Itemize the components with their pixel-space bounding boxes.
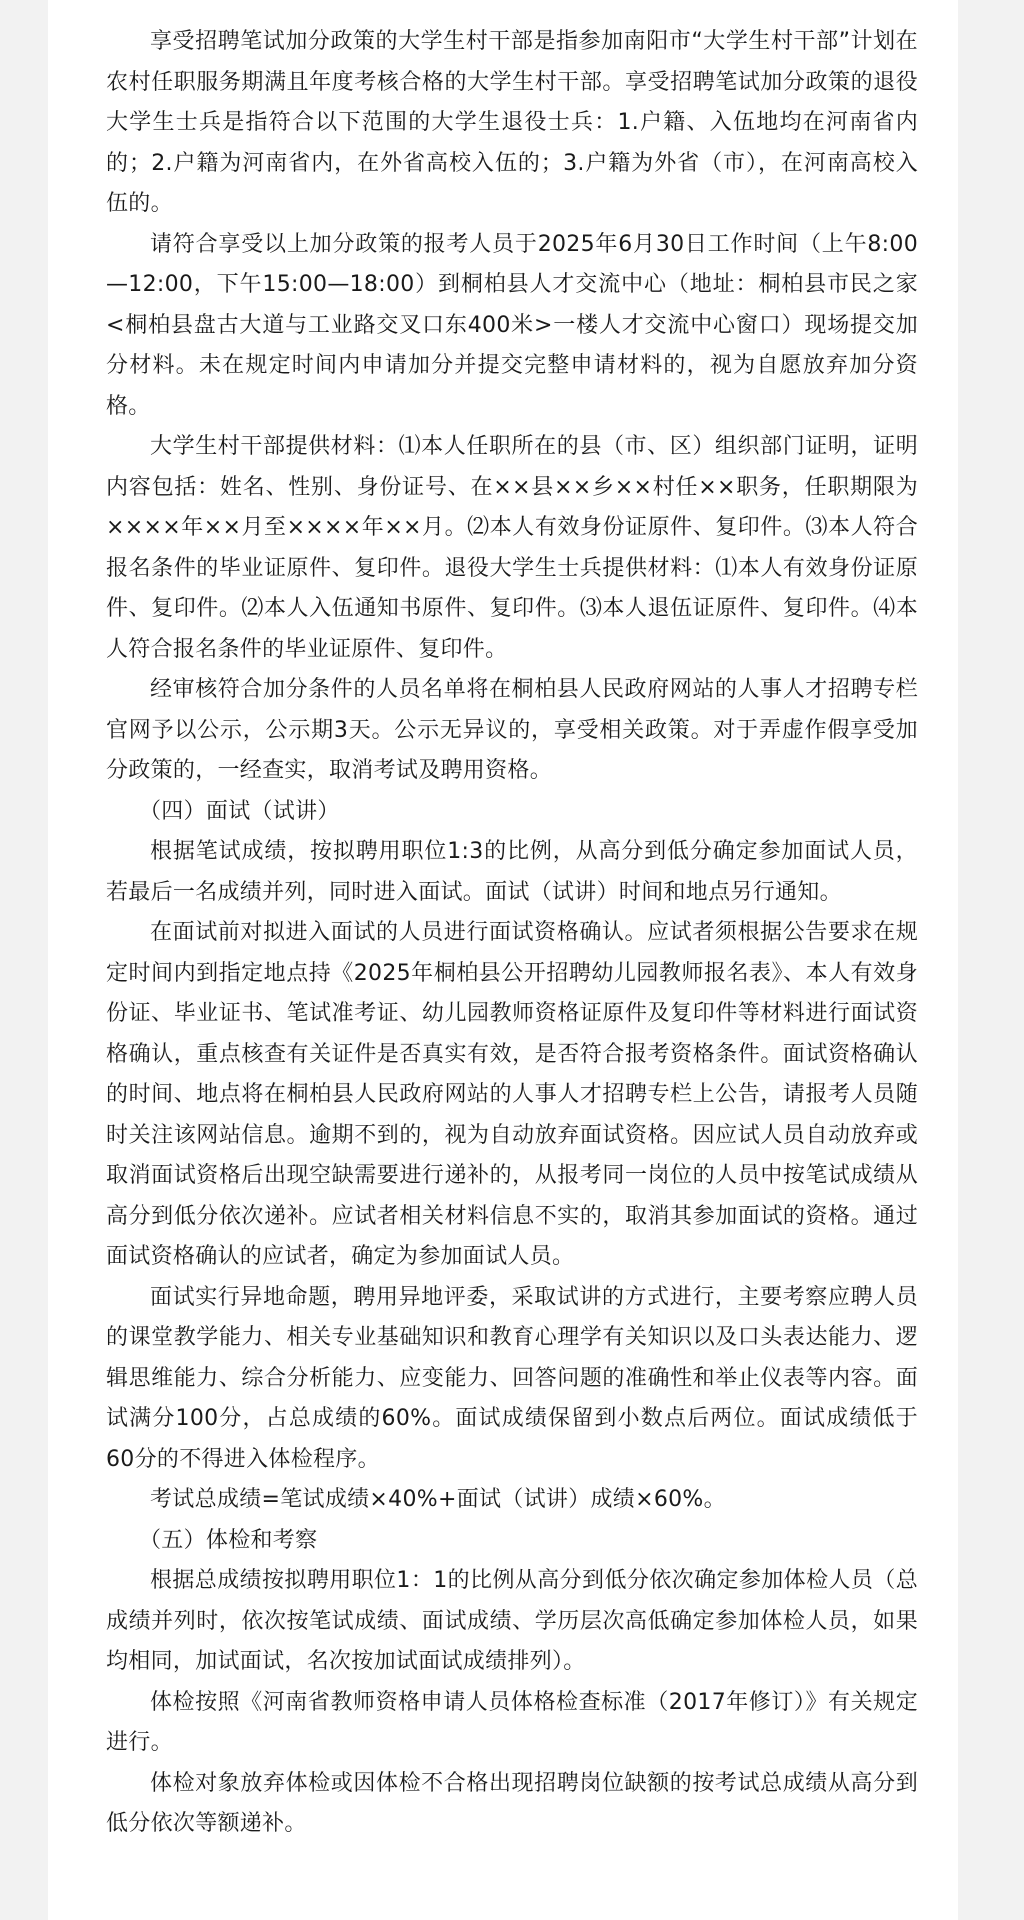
section-heading-interview: （四）面试（试讲） (139, 798, 340, 824)
paragraph-interview-qualification: 在面试前对拟进入面试的人员进行面试资格确认。应试者须根据公告要求在规定时间内到指定地点持《2025年桐柏县公开招聘幼儿园教师报名表》、本人有效身份证、毕业证书、笔试准考证、幼儿园教师资格证原件及复印件等材料进行面试资格确认，重点核查有关证件是否真实有效，是否符合报考资格条件。面试资格确认的时间、地点将在桐柏县人民政府网站的人事人才招聘专栏上公告，请报考人员随时关注该网站信息。逾期不到的，视为自动放弃面试资格。因应试人员自动放弃或取消面试资格后出现空缺需要进行递补的，从报考同一岗位的人员中按笔试成绩从高分到低分依次递补。应试者相关材料信息不实的，取消其参加面试的资格。通过面试资格确认的应试者，确定为参加面试人员。 (106, 920, 918, 1269)
paragraph-bonus-submission: 请符合享受以上加分政策的报考人员于2025年6月30日工作时间（上午8:00—12:00，下午15:00—18:00）到桐柏县人才交流中心（地址：桐柏县市民之家<桐柏县盘古大道与工业路交叉口东400米>一楼人才交流中心窗口）现场提交加分材料。未在规定时间内申请加分并提交完整申请材料的，视为自愿放弃加分资格。 (106, 231, 918, 419)
paragraph-required-materials: 大学生村干部提供材料：⑴本人任职所在的县（市、区）组织部门证明，证明内容包括：姓名、性别、身份证号、在××县××乡××村任××职务，任职期限为××××年××月至××××年××月。⑵本人有效身份证原件、复印件。⑶本人符合报名条件的毕业证原件、复印件。退役大学生士兵提供材料：⑴本人有效身份证原件、复印件。⑵本人入伍通知书原件、复印件。⑶本人退伍证原件、复印件。⑷本人符合报名条件的毕业证原件、复印件。 (106, 434, 918, 662)
paragraph-physical-exam-vacancy: 体检对象放弃体检或因体检不合格出现招聘岗位缺额的按考试总成绩从高分到低分依次等额递补。 (106, 1770, 918, 1836)
paragraph-physical-exam-ratio: 根据总成绩按拟聘用职位1：1的比例从高分到低分依次确定参加体检人员（总成绩并列时，依次按笔试成绩、面试成绩、学历层次高低确定参加体检人员，如果均相同，加试面试，名次按加试面试成绩排列）。 (106, 1568, 918, 1674)
section-heading-physical-exam: （五）体检和考察 (139, 1527, 318, 1553)
paragraph-bonus-definition: 享受招聘笔试加分政策的大学生村干部是指参加南阳市“大学生村干部”计划在农村任职服务期满且年度考核合格的大学生村干部。享受招聘笔试加分政策的退役大学生士兵是指符合以下范围的大学生退役士兵：1.户籍、入伍地均在河南省内的；2.户籍为河南省内，在外省高校入伍的；3.户籍为外省（市），在河南高校入伍的。 (106, 29, 918, 216)
paragraph-interview-ratio: 根据笔试成绩，按拟聘用职位1:3的比例，从高分到低分确定参加面试人员，若最后一名成绩并列，同时进入面试。面试（试讲）时间和地点另行通知。 (106, 839, 918, 905)
paragraph-total-score-formula: 考试总成绩=笔试成绩×40%+面试（试讲）成绩×60%。 (150, 1487, 726, 1512)
document-page (48, 0, 958, 1920)
paragraph-bonus-publicity: 经审核符合加分条件的人员名单将在桐柏县人民政府网站的人事人才招聘专栏官网予以公示，公示期3天。公示无异议的，享受相关政策。对于弄虚作假享受加分政策的，一经查实，取消考试及聘用资格。 (106, 677, 918, 783)
paragraph-interview-content: 面试实行异地命题，聘用异地评委，采取试讲的方式进行，主要考察应聘人员的课堂教学能力、相关专业基础知识和教育心理学有关知识以及口头表达能力、逻辑思维能力、综合分析能力、应变能力、回答问题的准确性和举止仪表等内容。面试满分100分，占总成绩的60%。面试成绩保留到小数点后两位。面试成绩低于60分的不得进入体检程序。 (106, 1284, 918, 1472)
paragraph-physical-exam-standard: 体检按照《河南省教师资格申请人员体格检查标准（2017年修订）》有关规定进行。 (106, 1689, 918, 1755)
